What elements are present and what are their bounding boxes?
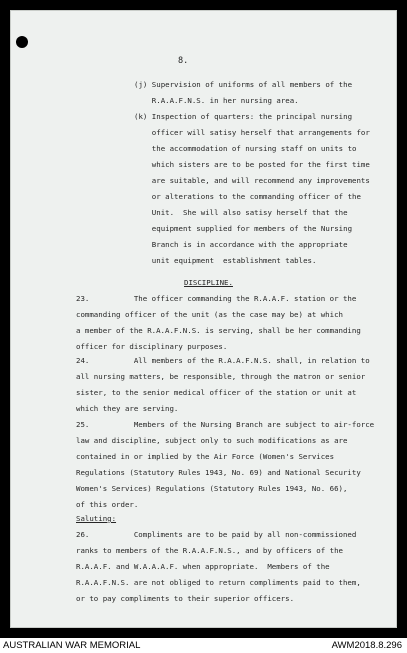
text-line: or alterations to the commanding officer of the	[134, 192, 361, 201]
text-line: ranks to members of the R.A.A.F.N.S., and by officers of the	[76, 546, 343, 555]
text-line: sister, to the senior medical officer of the station or unit at	[76, 388, 357, 397]
text-line: (k) Inspection of quarters: the principal nursing	[134, 112, 353, 121]
text-line: Regulations (Statutory Rules 1943, No. 69) and National Security	[76, 468, 361, 477]
text-line: a member of the R.A.A.F.N.S. is serving, shall be her commanding	[76, 326, 361, 335]
text-line: R.A.A.F.N.S. in her nursing area.	[134, 96, 299, 105]
text-line: Women's Services) Regulations (Statutory Rules 1943, No. 66),	[76, 484, 348, 493]
text-line: contained in or implied by the Air Force (Women's Services	[76, 452, 335, 461]
footer-bar	[0, 638, 407, 653]
text-line: or to pay compliments to their superior officers.	[76, 594, 295, 603]
text-line: (j) Supervision of uniforms of all members of the	[134, 80, 353, 89]
text-line: unit equipment establishment tables.	[134, 256, 317, 265]
text-line: 23. The officer commanding the R.A.A.F. station or the	[76, 294, 357, 303]
text-line: law and discipline, subject only to such modifications as are	[76, 436, 348, 445]
text-line: officer will satisy herself that arrangements for	[134, 128, 370, 137]
text-line: which they are serving.	[76, 404, 179, 413]
text-line: 25. Members of the Nursing Branch are subject to air-force	[76, 420, 375, 429]
text-line: R.A.A.F. and W.A.A.A.F. when appropriate. Members of the	[76, 562, 330, 571]
section-heading-saluting: Saluting:	[76, 514, 117, 523]
footer-accession: AWM2018.8.296	[331, 640, 402, 651]
text-line: the accommodation of nursing staff on units to	[134, 144, 357, 153]
text-line: 26. Compliments are to be paid by all non-commissioned	[76, 530, 357, 539]
text-line: 24. All members of the R.A.A.F.N.S. shall, in relation to	[76, 356, 370, 365]
punch-hole	[16, 36, 28, 48]
text-line: all nursing matters, be responsible, through the matron or senior	[76, 372, 366, 381]
text-line: commanding officer of the unit (as the case may be) at which	[76, 310, 343, 319]
text-line: of this order.	[76, 500, 139, 509]
text-line: officer for disciplinary purposes.	[76, 342, 228, 351]
footer-source: AUSTRALIAN WAR MEMORIAL	[3, 640, 141, 651]
text-line: equipment supplied for members of the Nursing	[134, 224, 353, 233]
text-line: which sisters are to be posted for the first time	[134, 160, 370, 169]
text-line: R.A.A.F.N.S. are not obliged to return compliments paid to them,	[76, 578, 361, 587]
section-heading-discipline: DISCIPLINE.	[184, 278, 233, 287]
text-line: are suitable, and will recommend any improvements	[134, 176, 370, 185]
page-number: 8.	[178, 56, 189, 66]
text-line: Unit. She will also satisy herself that the	[134, 208, 348, 217]
text-line: Branch is in accordance with the appropriate	[134, 240, 348, 249]
